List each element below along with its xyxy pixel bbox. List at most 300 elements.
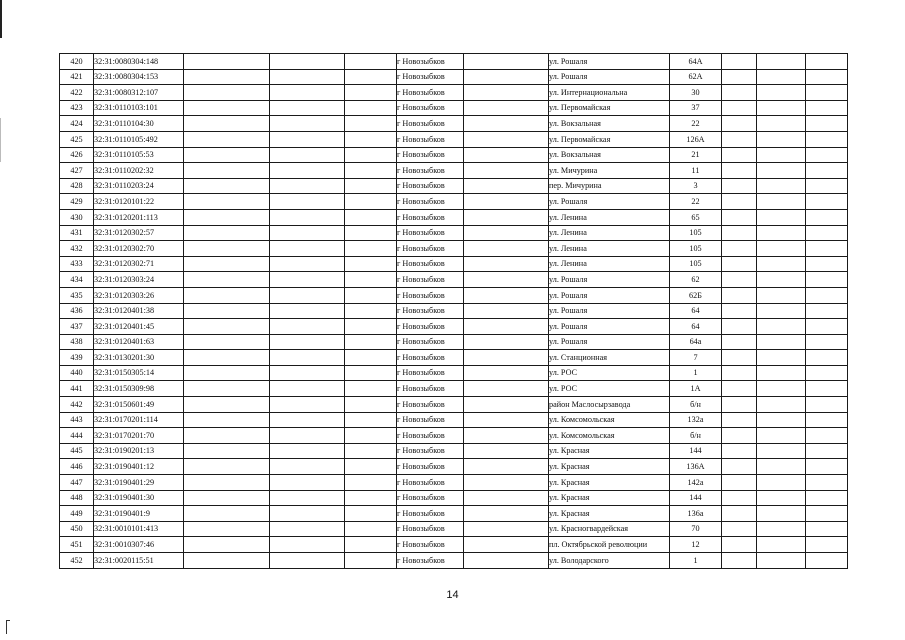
street-name: ул. Красная: [549, 490, 670, 506]
table-row: [60, 397, 848, 413]
empty-cell: [345, 225, 397, 241]
house-number: 64а: [670, 334, 722, 350]
city-name: г Новозыбков: [397, 256, 464, 272]
house-number: 144: [670, 490, 722, 506]
empty-cell: [345, 381, 397, 397]
empty-cell: [806, 506, 848, 522]
table-row: [60, 521, 848, 537]
empty-cell: [270, 272, 345, 288]
empty-cell: [184, 287, 270, 303]
page-number: 14: [446, 589, 459, 601]
empty-cell: [464, 334, 549, 350]
house-number: 7: [670, 350, 722, 366]
house-number: 22: [670, 194, 722, 210]
empty-cell: [345, 537, 397, 553]
empty-cell: [757, 553, 806, 569]
empty-cell: [722, 131, 757, 147]
empty-cell: [184, 209, 270, 225]
street-name: ул. Рошаля: [549, 69, 670, 85]
city-name: г Новозыбков: [397, 350, 464, 366]
empty-cell: [345, 412, 397, 428]
row-number: 428: [60, 178, 94, 194]
row-number: 441: [60, 381, 94, 397]
empty-cell: [722, 506, 757, 522]
street-name: ул. Первомайская: [549, 131, 670, 147]
empty-cell: [345, 54, 397, 70]
empty-cell: [806, 412, 848, 428]
empty-cell: [806, 241, 848, 257]
empty-cell: [345, 100, 397, 116]
empty-cell: [464, 412, 549, 428]
cadastral-number: 32:31:0080304:153: [94, 69, 184, 85]
row-number: 438: [60, 334, 94, 350]
empty-cell: [184, 147, 270, 163]
street-name: ул. Красная: [549, 459, 670, 475]
empty-cell: [806, 147, 848, 163]
row-number: 426: [60, 147, 94, 163]
row-number: 431: [60, 225, 94, 241]
street-name: ул. Рошаля: [549, 54, 670, 70]
table-row: [60, 116, 848, 132]
empty-cell: [270, 459, 345, 475]
empty-cell: [270, 85, 345, 101]
empty-cell: [184, 397, 270, 413]
empty-cell: [464, 459, 549, 475]
row-number: 433: [60, 256, 94, 272]
city-name: г Новозыбков: [397, 131, 464, 147]
empty-cell: [757, 381, 806, 397]
empty-cell: [345, 131, 397, 147]
empty-cell: [806, 490, 848, 506]
empty-cell: [806, 287, 848, 303]
empty-cell: [757, 194, 806, 210]
empty-cell: [270, 334, 345, 350]
city-name: г Новозыбков: [397, 506, 464, 522]
empty-cell: [806, 225, 848, 241]
empty-cell: [757, 147, 806, 163]
row-number: 423: [60, 100, 94, 116]
table-row: [60, 147, 848, 163]
empty-cell: [345, 475, 397, 491]
row-number: 444: [60, 428, 94, 444]
house-number: 105: [670, 225, 722, 241]
empty-cell: [270, 521, 345, 537]
empty-cell: [345, 163, 397, 179]
street-name: ул. Красная: [549, 506, 670, 522]
empty-cell: [464, 147, 549, 163]
table-row: [60, 225, 848, 241]
row-number: 430: [60, 209, 94, 225]
empty-cell: [464, 443, 549, 459]
empty-cell: [722, 194, 757, 210]
empty-cell: [806, 521, 848, 537]
street-name: ул. Комсомольская: [549, 428, 670, 444]
empty-cell: [464, 537, 549, 553]
row-number: 420: [60, 54, 94, 70]
house-number: 64А: [670, 54, 722, 70]
city-name: г Новозыбков: [397, 147, 464, 163]
empty-cell: [270, 319, 345, 335]
house-number: 144: [670, 443, 722, 459]
empty-cell: [270, 381, 345, 397]
empty-cell: [345, 397, 397, 413]
table-row: [60, 381, 848, 397]
cadastral-number: 32:31:0120401:63: [94, 334, 184, 350]
empty-cell: [345, 506, 397, 522]
empty-cell: [345, 147, 397, 163]
empty-cell: [184, 459, 270, 475]
empty-cell: [184, 553, 270, 569]
empty-cell: [806, 178, 848, 194]
empty-cell: [270, 225, 345, 241]
table-row: [60, 319, 848, 335]
empty-cell: [757, 163, 806, 179]
empty-cell: [757, 287, 806, 303]
row-number: 445: [60, 443, 94, 459]
house-number: 64: [670, 319, 722, 335]
cadastral-number: 32:31:0170201:70: [94, 428, 184, 444]
city-name: г Новозыбков: [397, 100, 464, 116]
empty-cell: [345, 303, 397, 319]
empty-cell: [464, 381, 549, 397]
house-number: 12: [670, 537, 722, 553]
empty-cell: [464, 225, 549, 241]
empty-cell: [270, 194, 345, 210]
cadastral-number: 32:31:0120302:71: [94, 256, 184, 272]
cadastral-number: 32:31:0170201:114: [94, 412, 184, 428]
empty-cell: [270, 397, 345, 413]
empty-cell: [464, 54, 549, 70]
empty-cell: [757, 241, 806, 257]
street-name: ул. Ленина: [549, 225, 670, 241]
house-number: 142а: [670, 475, 722, 491]
cadastral-number: 32:31:0110105:492: [94, 131, 184, 147]
house-number: 11: [670, 163, 722, 179]
empty-cell: [722, 443, 757, 459]
empty-cell: [184, 194, 270, 210]
empty-cell: [757, 272, 806, 288]
empty-cell: [270, 147, 345, 163]
empty-cell: [345, 194, 397, 210]
empty-cell: [464, 365, 549, 381]
house-number: 70: [670, 521, 722, 537]
empty-cell: [184, 443, 270, 459]
empty-cell: [722, 147, 757, 163]
empty-cell: [270, 209, 345, 225]
empty-cell: [806, 209, 848, 225]
empty-cell: [184, 506, 270, 522]
empty-cell: [270, 287, 345, 303]
city-name: г Новозыбков: [397, 397, 464, 413]
street-name: ул. Ленина: [549, 209, 670, 225]
table-row: [60, 506, 848, 522]
empty-cell: [806, 428, 848, 444]
street-name: ул. Вокзальная: [549, 116, 670, 132]
street-name: ул. Володарского: [549, 553, 670, 569]
house-number: 105: [670, 241, 722, 257]
street-name: ул. Ленина: [549, 256, 670, 272]
street-name: ул. Мичурина: [549, 163, 670, 179]
house-number: 136А: [670, 459, 722, 475]
scan-edge-mark: [0, 0, 2, 38]
empty-cell: [757, 334, 806, 350]
cadastral-number: 32:31:0110104:30: [94, 116, 184, 132]
table-row: [60, 428, 848, 444]
empty-cell: [184, 381, 270, 397]
table-row: [60, 178, 848, 194]
cadastral-number: 32:31:0110103:101: [94, 100, 184, 116]
empty-cell: [757, 116, 806, 132]
empty-cell: [806, 553, 848, 569]
house-number: 1: [670, 365, 722, 381]
empty-cell: [806, 100, 848, 116]
empty-cell: [270, 428, 345, 444]
cadastral-number: 32:31:0190401:12: [94, 459, 184, 475]
empty-cell: [270, 412, 345, 428]
city-name: г Новозыбков: [397, 69, 464, 85]
city-name: г Новозыбков: [397, 459, 464, 475]
row-number: 447: [60, 475, 94, 491]
cadastral-number: 32:31:0190401:9: [94, 506, 184, 522]
table-row: [60, 272, 848, 288]
empty-cell: [270, 506, 345, 522]
empty-cell: [806, 397, 848, 413]
empty-cell: [757, 178, 806, 194]
empty-cell: [345, 241, 397, 257]
table-row: [60, 194, 848, 210]
city-name: г Новозыбков: [397, 537, 464, 553]
row-number: 446: [60, 459, 94, 475]
city-name: г Новозыбков: [397, 521, 464, 537]
empty-cell: [345, 272, 397, 288]
row-number: 436: [60, 303, 94, 319]
empty-cell: [184, 85, 270, 101]
house-number: 21: [670, 147, 722, 163]
empty-cell: [757, 412, 806, 428]
city-name: г Новозыбков: [397, 334, 464, 350]
cadastral-number: 32:31:0120401:38: [94, 303, 184, 319]
empty-cell: [722, 272, 757, 288]
empty-cell: [806, 334, 848, 350]
street-name: район Маслосырзавода: [549, 397, 670, 413]
empty-cell: [345, 116, 397, 132]
street-name: ул. Рошаля: [549, 272, 670, 288]
empty-cell: [270, 131, 345, 147]
street-name: ул. Станционная: [549, 350, 670, 366]
street-name: ул. РОС: [549, 365, 670, 381]
city-name: г Новозыбков: [397, 553, 464, 569]
registry-table-body: [60, 54, 848, 569]
empty-cell: [722, 163, 757, 179]
empty-cell: [270, 303, 345, 319]
empty-cell: [345, 553, 397, 569]
empty-cell: [184, 428, 270, 444]
empty-cell: [270, 256, 345, 272]
cadastral-number: 32:31:0110203:24: [94, 178, 184, 194]
empty-cell: [757, 100, 806, 116]
empty-cell: [345, 69, 397, 85]
cadastral-number: 32:31:0190401:29: [94, 475, 184, 491]
table-row: [60, 537, 848, 553]
city-name: г Новозыбков: [397, 178, 464, 194]
empty-cell: [806, 350, 848, 366]
empty-cell: [345, 334, 397, 350]
cadastral-number: 32:31:0080312:107: [94, 85, 184, 101]
empty-cell: [722, 428, 757, 444]
house-number: 126А: [670, 131, 722, 147]
empty-cell: [184, 521, 270, 537]
row-number: 450: [60, 521, 94, 537]
empty-cell: [757, 85, 806, 101]
cadastral-number: 32:31:0010307:46: [94, 537, 184, 553]
empty-cell: [722, 381, 757, 397]
empty-cell: [722, 459, 757, 475]
house-number: 62А: [670, 69, 722, 85]
empty-cell: [722, 225, 757, 241]
street-name: пер. Мичурина: [549, 178, 670, 194]
empty-cell: [184, 490, 270, 506]
empty-cell: [184, 537, 270, 553]
empty-cell: [184, 100, 270, 116]
empty-cell: [757, 131, 806, 147]
empty-cell: [757, 303, 806, 319]
row-number: 437: [60, 319, 94, 335]
empty-cell: [270, 54, 345, 70]
scan-edge-mark: [0, 118, 1, 162]
empty-cell: [806, 256, 848, 272]
empty-cell: [757, 209, 806, 225]
empty-cell: [806, 54, 848, 70]
table-row: [60, 256, 848, 272]
empty-cell: [464, 397, 549, 413]
empty-cell: [184, 241, 270, 257]
empty-cell: [806, 459, 848, 475]
empty-cell: [806, 272, 848, 288]
empty-cell: [757, 506, 806, 522]
registry-table: [59, 53, 848, 569]
empty-cell: [345, 256, 397, 272]
empty-cell: [722, 116, 757, 132]
city-name: г Новозыбков: [397, 209, 464, 225]
cadastral-number: 32:31:0120303:26: [94, 287, 184, 303]
empty-cell: [184, 256, 270, 272]
empty-cell: [270, 241, 345, 257]
house-number: 1А: [670, 381, 722, 397]
empty-cell: [757, 256, 806, 272]
empty-cell: [184, 412, 270, 428]
city-name: г Новозыбков: [397, 412, 464, 428]
cadastral-number: 32:31:0120201:113: [94, 209, 184, 225]
empty-cell: [464, 272, 549, 288]
empty-cell: [464, 256, 549, 272]
empty-cell: [345, 178, 397, 194]
row-number: 448: [60, 490, 94, 506]
empty-cell: [722, 241, 757, 257]
city-name: г Новозыбков: [397, 85, 464, 101]
row-number: 424: [60, 116, 94, 132]
empty-cell: [757, 459, 806, 475]
empty-cell: [464, 490, 549, 506]
empty-cell: [806, 85, 848, 101]
empty-cell: [757, 54, 806, 70]
empty-cell: [345, 365, 397, 381]
cadastral-number: 32:31:0120101:22: [94, 194, 184, 210]
street-name: ул. Вокзальная: [549, 147, 670, 163]
empty-cell: [270, 365, 345, 381]
empty-cell: [757, 521, 806, 537]
house-number: б/н: [670, 397, 722, 413]
row-number: 440: [60, 365, 94, 381]
empty-cell: [464, 303, 549, 319]
empty-cell: [757, 319, 806, 335]
row-number: 425: [60, 131, 94, 147]
empty-cell: [345, 443, 397, 459]
row-number: 439: [60, 350, 94, 366]
empty-cell: [345, 85, 397, 101]
table-row: [60, 334, 848, 350]
empty-cell: [722, 537, 757, 553]
empty-cell: [722, 178, 757, 194]
empty-cell: [806, 194, 848, 210]
cadastral-number: 32:31:0190401:30: [94, 490, 184, 506]
empty-cell: [184, 178, 270, 194]
empty-cell: [464, 350, 549, 366]
cadastral-number: 32:31:0080304:148: [94, 54, 184, 70]
empty-cell: [806, 475, 848, 491]
house-number: 1: [670, 553, 722, 569]
row-number: 432: [60, 241, 94, 257]
row-number: 443: [60, 412, 94, 428]
empty-cell: [345, 350, 397, 366]
street-name: ул. Рошаля: [549, 303, 670, 319]
city-name: г Новозыбков: [397, 319, 464, 335]
empty-cell: [270, 69, 345, 85]
city-name: г Новозыбков: [397, 303, 464, 319]
city-name: г Новозыбков: [397, 475, 464, 491]
house-number: 136а: [670, 506, 722, 522]
table-row: [60, 475, 848, 491]
empty-cell: [722, 412, 757, 428]
empty-cell: [806, 365, 848, 381]
empty-cell: [757, 397, 806, 413]
street-name: ул. Красная: [549, 443, 670, 459]
cadastral-number: 32:31:0150601:49: [94, 397, 184, 413]
table-row: [60, 350, 848, 366]
empty-cell: [757, 350, 806, 366]
empty-cell: [722, 100, 757, 116]
cadastral-number: 32:31:0020115:51: [94, 553, 184, 569]
empty-cell: [464, 209, 549, 225]
street-name: ул. Рошаля: [549, 194, 670, 210]
cadastral-number: 32:31:0150305:14: [94, 365, 184, 381]
empty-cell: [184, 54, 270, 70]
empty-cell: [184, 131, 270, 147]
empty-cell: [270, 537, 345, 553]
row-number: 427: [60, 163, 94, 179]
row-number: 434: [60, 272, 94, 288]
empty-cell: [464, 319, 549, 335]
empty-cell: [270, 178, 345, 194]
row-number: 435: [60, 287, 94, 303]
empty-cell: [464, 287, 549, 303]
empty-cell: [757, 490, 806, 506]
row-number: 449: [60, 506, 94, 522]
empty-cell: [757, 69, 806, 85]
empty-cell: [270, 553, 345, 569]
empty-cell: [345, 287, 397, 303]
city-name: г Новозыбков: [397, 272, 464, 288]
house-number: б/н: [670, 428, 722, 444]
